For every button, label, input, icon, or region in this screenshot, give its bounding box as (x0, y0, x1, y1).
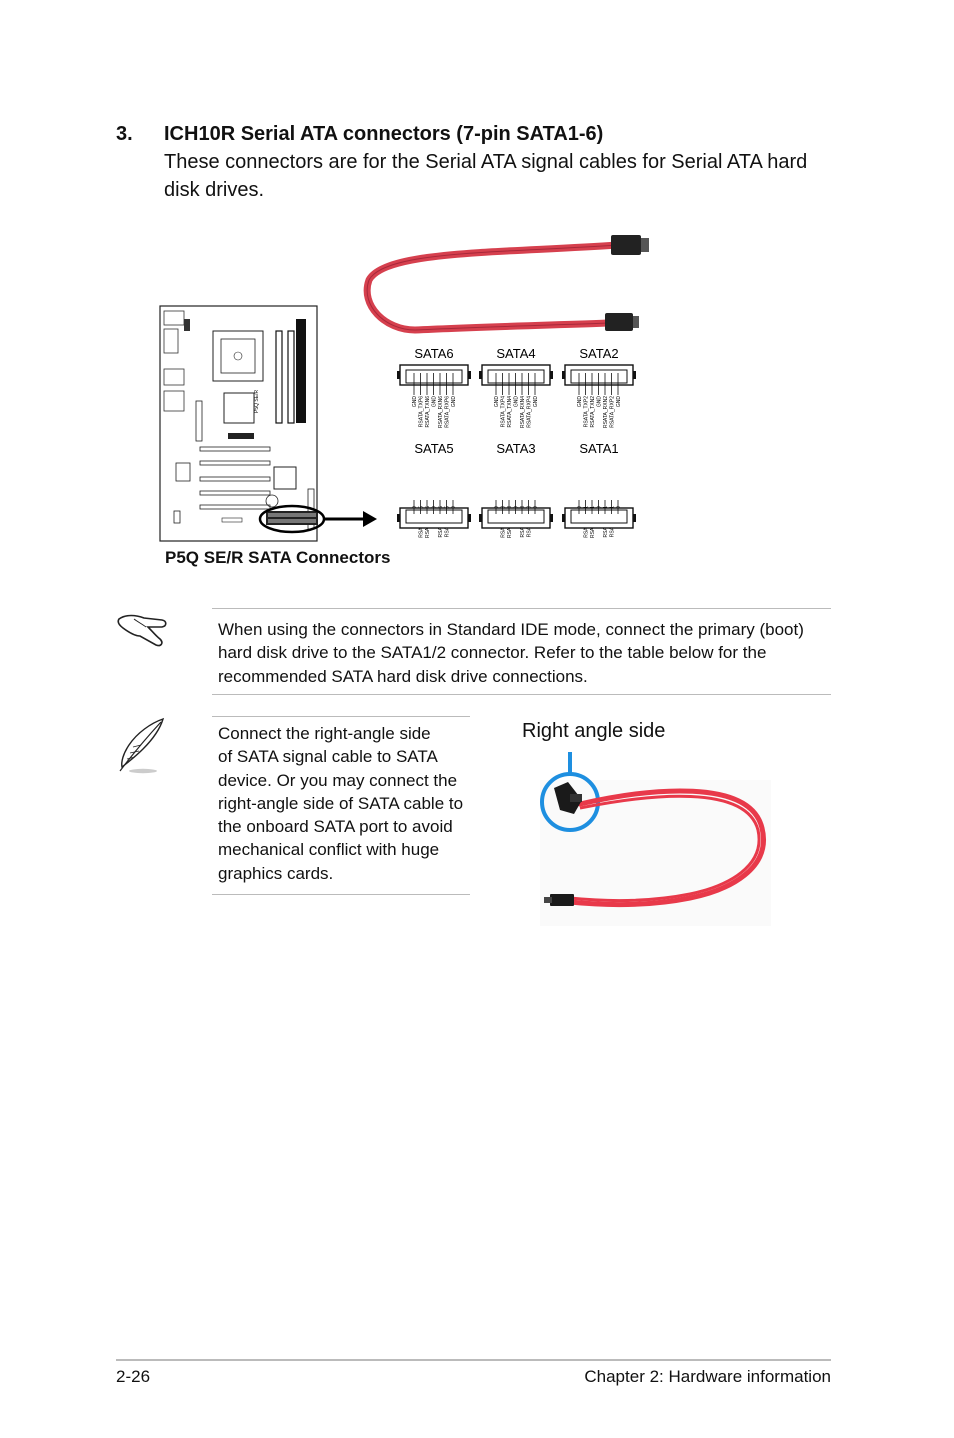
diagram-caption: P5Q SE/R SATA Connectors (165, 548, 391, 567)
sata-pin-label: GND (494, 396, 500, 408)
board-label: P5Q SE/R (254, 389, 260, 413)
sata-connector-key (468, 371, 471, 379)
sata-pin-label: RSATA_RXN6 (438, 396, 444, 429)
sata-connector-key (562, 371, 565, 379)
right-angle-label: Right angle side (522, 720, 666, 742)
hand-pointer-icon (116, 609, 174, 651)
ide-note (218, 618, 830, 688)
sata-connector-label: SATA3 (496, 441, 536, 456)
sata-pin-label: GND (451, 396, 457, 408)
cable-note-line: Connect the right-angle side (218, 724, 431, 743)
cable-note-bottom-rule (212, 894, 470, 895)
cable-note-line: graphics cards. (218, 863, 334, 883)
sata-pin-label: RSATA_RXP6 (444, 396, 451, 428)
sata-connector-slot (571, 510, 627, 523)
sata-connector-key (633, 514, 636, 522)
page-number: 2-26 (116, 1367, 151, 1386)
sata-pin-label: RSATA_TXP4 (500, 396, 507, 428)
sata-pin-label: RSATA_TXN4 (507, 396, 513, 428)
sata-pin-label: GND (577, 396, 583, 408)
section-number: 3. (116, 123, 133, 145)
sata-pin-label: RSATA_RXN2 (603, 396, 609, 429)
ide-note-line: hard disk drive to the SATA1/2 connector. Refer to the table below for the (218, 643, 767, 663)
sata-connector-key (479, 514, 482, 522)
note-bottom-rule (212, 694, 831, 695)
sata-connector-label: SATA4 (496, 346, 536, 361)
sata-pin-label: GND (412, 396, 418, 408)
cable-note-line: mechanical conflict with huge (218, 840, 440, 860)
sata-connector-key (562, 514, 565, 522)
sata-connector-key (397, 514, 400, 522)
sata-pin-label: RSATA_TXP2 (583, 396, 590, 428)
sata-pin-label: GND (533, 396, 539, 408)
cable-note (218, 722, 473, 885)
sata-pin-label: GND (431, 396, 438, 408)
sata-pin-label: GND (513, 396, 520, 408)
sata-connector-key (633, 371, 636, 379)
sata-pin-label: RSATA_RXP2 (609, 396, 616, 428)
cable-note-top-rule (212, 716, 470, 717)
sata-connector-key (468, 514, 471, 522)
cable-note-line: of SATA signal cable to SATA (218, 747, 438, 767)
sata-pin-label: RSATA_RXN4 (520, 396, 526, 429)
ide-note-line: When using the connectors in Standard IDE mode, connect the primary (boot) (218, 620, 804, 639)
section-description: These connectors are for the Serial ATA signal cables for Serial ATA hard disk drives. (164, 151, 808, 201)
sata-connector-label: SATA1 (579, 441, 619, 456)
sata-pin-label: RSATA_TXN6 (425, 396, 431, 428)
sata-pin-label: GND (616, 396, 622, 408)
feather-pen-icon (113, 717, 168, 775)
sata-connector-key (397, 371, 400, 379)
chapter-title: Chapter 2: Hardware information (584, 1367, 831, 1386)
sata-connector-key (479, 371, 482, 379)
sata-connector-slot (571, 370, 627, 383)
note-top-rule (212, 608, 831, 609)
sata-connector-key (550, 514, 553, 522)
section-title: ICH10R Serial ATA connectors (7-pin SATA1-6) (164, 123, 604, 145)
sata-connector-label: SATA5 (414, 441, 454, 456)
right-angle-cable-photo (530, 748, 775, 928)
cable-note-line: the onboard SATA port to avoid (218, 817, 453, 837)
ide-note-line: recommended SATA hard disk drive connections. (218, 666, 588, 686)
sata-pin-label: RSATA_TXP6 (418, 396, 425, 428)
cable-note-line: right-angle side of SATA cable to (218, 793, 464, 813)
sata-pin-label: RSATA_RXP4 (526, 396, 533, 428)
motherboard-layout (158, 305, 378, 545)
sata-connector-diagram (390, 340, 650, 540)
footer-rule (116, 1359, 831, 1361)
sata-cable-illustration (355, 225, 655, 345)
sata-connector-label: SATA6 (414, 346, 454, 361)
sata-pin-label: RSATA_TXN2 (590, 396, 596, 428)
sata-connector-label: SATA2 (579, 346, 619, 361)
sata-connector-key (550, 371, 553, 379)
cable-note-line: device. Or you may connect the (218, 770, 458, 790)
sata-pin-label: GND (596, 396, 603, 408)
